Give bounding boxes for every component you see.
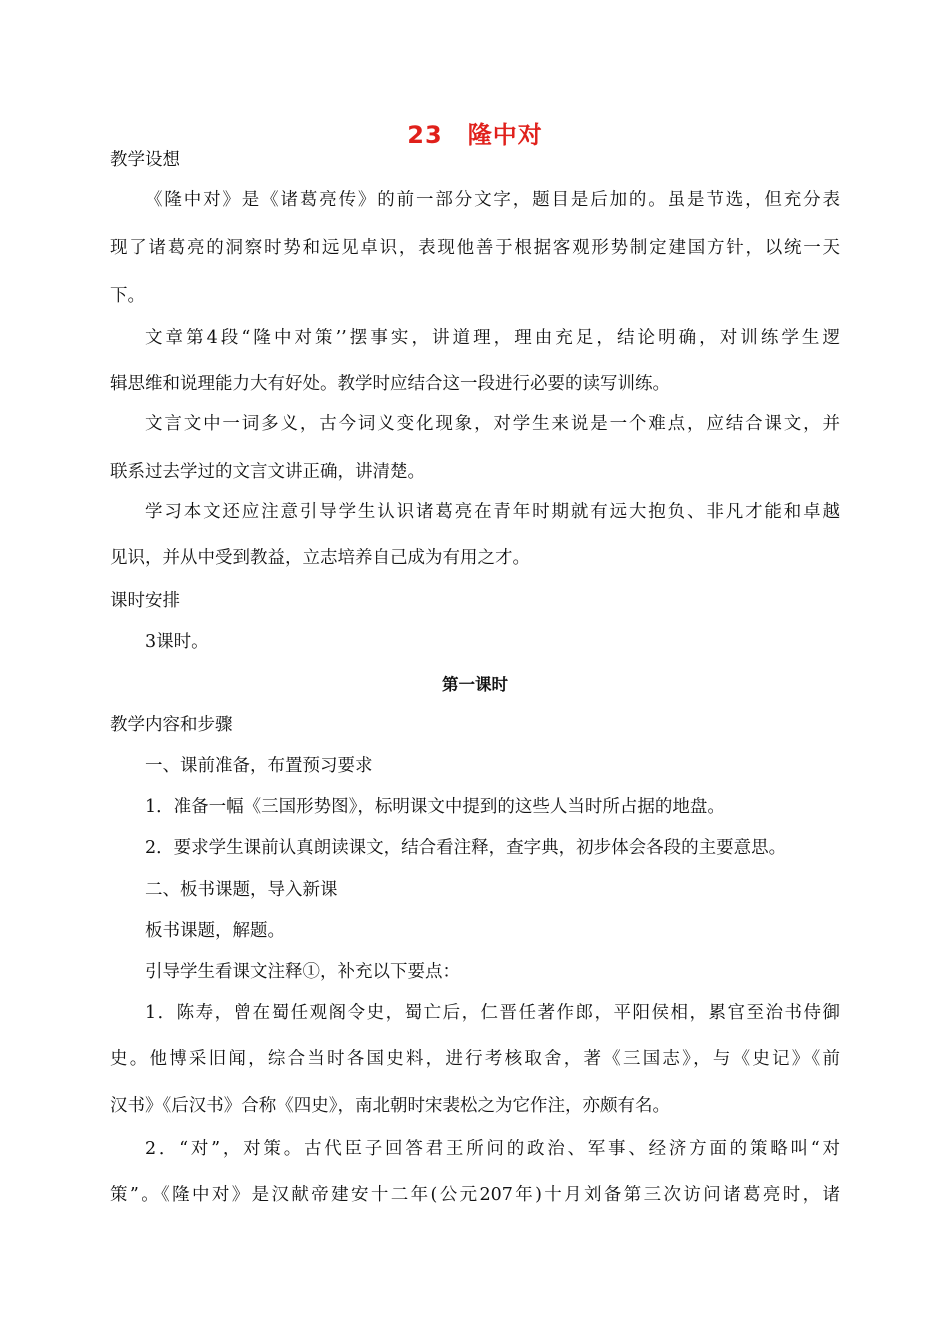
paragraph-line: 现了诸葛亮的洞察时势和远见卓识，表现他善于根据客观形势制定建国方针，以统一天 <box>110 238 840 258</box>
heading-steps: 教学内容和步骤 <box>110 715 233 735</box>
step-line: 引导学生看课文注释①，补充以下要点： <box>145 962 460 982</box>
paragraph-line: 文言文中一词多义，古今词义变化现象，对学生来说是一个难点，应结合课文，并 <box>145 414 840 434</box>
section-title: 第一课时 <box>442 675 508 694</box>
heading-schedule: 课时安排 <box>110 591 180 611</box>
note-line: 史。他博采旧闻，综合当时各国史料，进行考核取舍，著《三国志》，与《史记》《前 <box>110 1049 840 1069</box>
note-line: 策”。《隆中对》是汉献帝建安十二年(公元207年)十月刘备第三次访问诸葛亮时，诸 <box>110 1185 840 1205</box>
paragraph-line: 辑思维和说理能力大有好处。教学时应结合这一段进行必要的读写训练。 <box>110 374 670 394</box>
step-line: 二、板书课题，导入新课 <box>145 880 338 900</box>
document-title: 23 隆中对 <box>407 121 543 149</box>
paragraph-line: 见识，并从中受到教益，立志培养自己成为有用之才。 <box>110 548 530 568</box>
note-line: 1．陈寿，曾在蜀任观阁令史，蜀亡后，仁晋任著作郎，平阳侯相，累官至治书侍御 <box>145 1003 840 1023</box>
step-line: 一、课前准备，布置预习要求 <box>145 756 373 776</box>
paragraph-line: 下。 <box>110 286 145 306</box>
step-line: 1．准备一幅《三国形势图》，标明课文中提到的这些人当时所占据的地盘。 <box>145 797 725 817</box>
step-line: 2．要求学生课前认真朗读课文，结合看注释，查字典，初步体会各段的主要意思。 <box>145 838 787 858</box>
heading-design: 教学设想 <box>110 150 180 170</box>
paragraph-line: 联系过去学过的文言文讲正确，讲清楚。 <box>110 462 425 482</box>
note-line: 2．“对”，对策。古代臣子回答君王所问的政治、军事、经济方面的策略叫“对 <box>145 1139 840 1159</box>
paragraph-line: 文章第4段“隆中对策’’摆事实，讲道理，理由充足，结论明确，对训练学生逻 <box>145 328 840 348</box>
paragraph-line: 学习本文还应注意引导学生认识诸葛亮在青年时期就有远大抱负、非凡才能和卓越 <box>145 502 840 522</box>
paragraph-line: 《隆中对》是《诸葛亮传》的前一部分文字，题目是后加的。虽是节选，但充分表 <box>145 190 840 210</box>
note-line: 汉书》《后汉书》合称《四史》，南北朝时宋裴松之为它作注，亦颇有名。 <box>110 1096 670 1116</box>
schedule-text: 3课时。 <box>145 632 209 652</box>
step-line: 板书课题，解题。 <box>145 921 285 941</box>
